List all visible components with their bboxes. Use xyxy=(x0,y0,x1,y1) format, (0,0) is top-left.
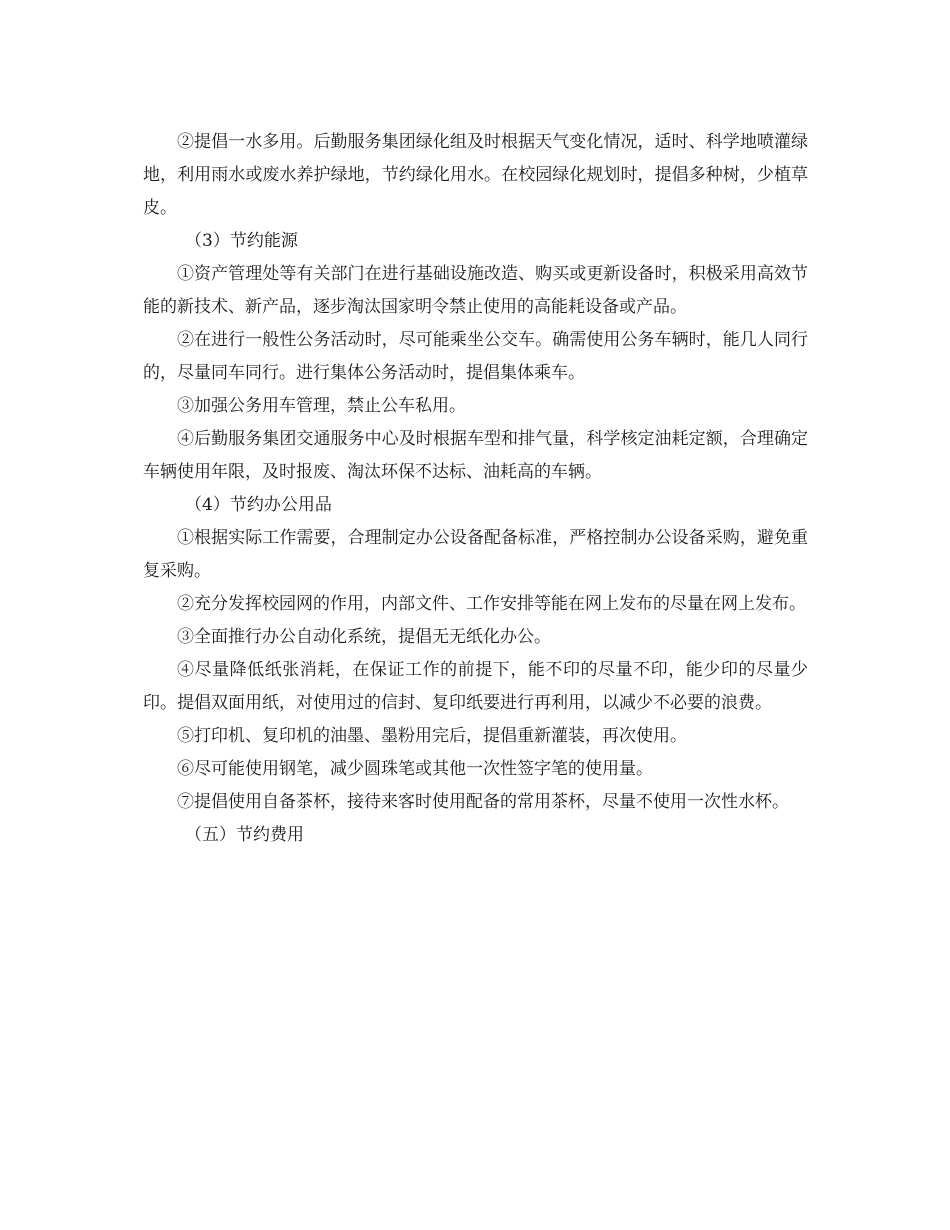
paragraph-cups: ⑦提倡使用自备茶杯，接待来客时使用配备的常用茶杯，尽量不使用一次性水杯。 xyxy=(177,792,789,812)
paragraph-campus-network: ②充分发挥校园网的作用，内部文件、工作安排等能在网上发布的尽量在网上发布。 xyxy=(177,594,806,614)
section-heading-office-supplies: （4）节约办公用品 xyxy=(185,495,332,515)
paragraph-fuel-quota: ④后勤服务集团交通服务中心及时根据车型和排气量，科学核定油耗定额，合理确定车辆使用年限，及时报废、淘汰环保不达标、油耗高的车辆。 xyxy=(143,429,808,482)
paragraph-equipment-standards: ①根据实际工作需要，合理制定办公设备配备标准，严格控制办公设备采购，避免重复采购。 xyxy=(143,528,808,581)
paragraph-pens: ⑥尽可能使用钢笔，减少圆珠笔或其他一次性签字笔的使用量。 xyxy=(177,759,653,779)
paragraph-energy-equipment: ①资产管理处等有关部门在进行基础设施改造、购买或更新设备时，积极采用高效节能的新技术、新产品，逐步淘汰国家明令禁止使用的高能耗设备或产品。 xyxy=(143,264,808,317)
paragraph-office-automation: ③全面推行办公自动化系统，提倡无无纸化办公。 xyxy=(177,627,551,647)
section-heading-expenses: （五）节约费用 xyxy=(185,825,304,845)
paragraph-water-reuse: ②提倡一水多用。后勤服务集团绿化组及时根据天气变化情况，适时、科学地喷灌绿地，利用雨水或废水养护绿地，节约绿化用水。在校园绿化规划时，提倡多种树，少植草皮。 xyxy=(143,132,808,218)
paragraph-vehicle-management: ③加强公务用车管理，禁止公车私用。 xyxy=(177,396,466,416)
section-heading-energy: （3）节约能源 xyxy=(185,231,298,251)
paragraph-ink-refill: ⑤打印机、复印机的油墨、墨粉用完后，提倡重新灌装，再次使用。 xyxy=(177,726,687,746)
paragraph-public-transport: ②在进行一般性公务活动时，尽可能乘坐公交车。确需使用公务车辆时，能几人同行的，尽量同车同行。进行集体公务活动时，提倡集体乘车。 xyxy=(143,330,808,383)
paragraph-paper-saving: ④尽量降低纸张消耗，在保证工作的前提下，能不印的尽量不印，能少印的尽量少印。提倡双面用纸，对使用过的信封、复印纸要进行再利用，以减少不必要的浪费。 xyxy=(143,660,808,713)
document-body xyxy=(143,126,808,852)
